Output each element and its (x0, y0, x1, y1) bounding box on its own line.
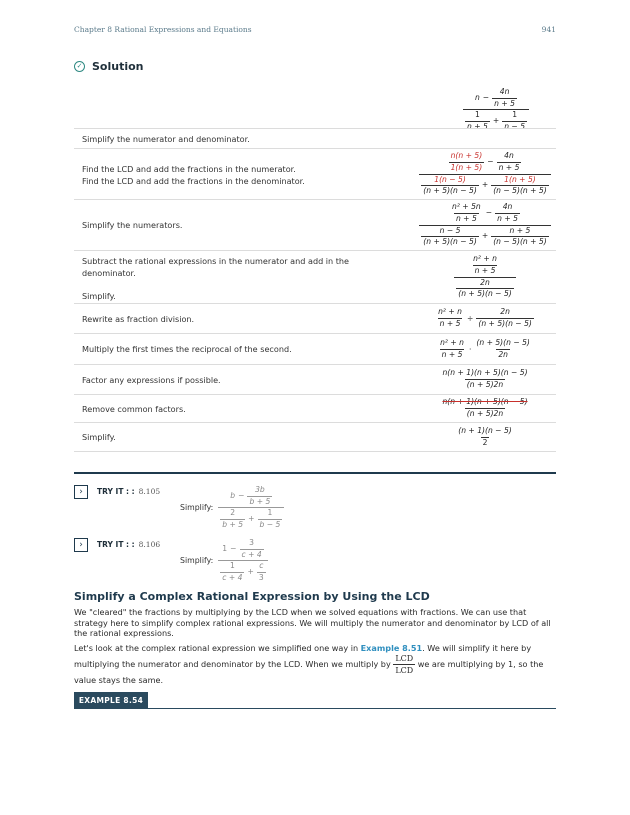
step-text: Simplify the numerator and denominator. (82, 134, 250, 144)
step-row (74, 365, 556, 395)
step-text: Rewrite as fraction division. (82, 314, 195, 324)
solution-heading (74, 58, 144, 74)
paragraph: Let's look at the complex rational expression we simplified one way in Example 8.51. We will simplify it here by multiplying the numerator and denominator by the LCD. When we multiply by $\frac{\text{LCD}}{\text{LCD}}$ we are multiplying by 1, so the value stays the same. (74, 643, 544, 686)
chevron-right-icon[interactable]: › (74, 485, 88, 499)
chevron-right-icon[interactable]: › (74, 538, 88, 552)
example-rule (74, 708, 556, 709)
section-title: Simplify a Complex Rational Expression by Using the LCD (74, 590, 430, 603)
step-math: $\frac{n(n + 1)(n + 5)(n - 5)}{(n + 5)2n}$ (442, 368, 528, 389)
try-it-8-105 (74, 485, 556, 531)
check-circle-icon: ✓ (74, 61, 85, 72)
initial-expression: n − $\frac{4n}{n + 5}$ $\frac{1}{n + 5}$ + $\frac{1}{n - 5}$ (454, 88, 538, 132)
step-math: $\frac{n(n + 1)(n + 5)(n - 5)}{(n + 5)2n}$ (442, 397, 528, 418)
step-math: $\frac{\text{n² + 5n}}{n + 5}$ − $\frac{4n}{n + 5}$ $\frac{n - 5}{(n + 5)(n - 5)}$ + $\frac{n + 5}{(n - 5)(n + 5)}$ (414, 200, 556, 250)
running-header (74, 25, 556, 39)
try-it-label: TRY IT : : 8.106 (97, 540, 161, 549)
step-text: Find the LCD and add the fractions in the numerator. Find the LCD and add the fractions in the denominator. (82, 164, 305, 186)
paragraph: We "cleared" the fractions by multiplying by the LCD when we solved equations with fractions. We can use that strategy here to simplify complex rational expressions. We will multiply the numerator and denominator by LCD of all the rational expressions. (74, 607, 551, 639)
step-row (74, 304, 556, 334)
step-row (74, 149, 556, 200)
try-it-label: TRY IT : : 8.105 (97, 487, 161, 496)
step-text: Subtract the rational expressions in the numerator and add in the denominator. Simplify. (82, 256, 350, 301)
try-it-8-106 (74, 538, 556, 584)
step-math: $\frac{n(n + 5)}{1(n + 5)}$ − $\frac{4n}{n + 5}$ $\frac{1(n - 5)}{(n + 5)(n - 5)}$ + $\frac{1(n + 5)}{(n - 5)(n + 5)}$ (414, 149, 556, 199)
step-text: Remove common factors. (82, 404, 186, 414)
solution-label: Solution (92, 59, 144, 73)
step-row (74, 423, 556, 452)
try-it-problem: Simplify: 1 − $\frac{3}{c + 4}$ $\frac{1}{c + 4}$ + $\frac{c}{3}$ (180, 539, 268, 583)
step-row (74, 395, 556, 423)
step-math: $\frac{(n + 1)(n - 5)}{2}$ (458, 425, 512, 447)
step-math: $\frac{\frac{\text{n² + n}}{n + 5}}{\frac{2n}{(n + 5)(n - 5)}}$ (414, 251, 556, 303)
lcd-fraction: $\frac{\text{LCD}}{\text{LCD}}$ (395, 653, 414, 675)
step-row (74, 334, 556, 365)
step-text: Multiply the first times the reciprocal of the second. (82, 344, 292, 354)
section-divider (74, 472, 556, 474)
step-math: $\frac{\text{n² + n}}{n + 5}$ · $\frac{(n + 5)(n - 5)}{2n}$ (440, 337, 530, 359)
chapter-title: Chapter 8 Rational Expressions and Equations (74, 25, 252, 34)
step-math: $\frac{\text{n² + n}}{n + 5}$ ÷ $\frac{2n}{(n + 5)(n - 5)}$ (438, 307, 532, 328)
try-it-problem: Simplify: b − $\frac{3b}{b + 5}$ $\frac{2}{b + 5}$ + $\frac{1}{b - 5}$ (180, 486, 284, 530)
step-row (74, 251, 556, 304)
step-text: Factor any expressions if possible. (82, 375, 221, 385)
step-row (74, 200, 556, 251)
solution-steps-table (74, 128, 556, 452)
step-text: Simplify. (82, 432, 116, 442)
step-row (74, 128, 556, 149)
example-link[interactable]: Example 8.51 (360, 643, 423, 653)
example-badge: EXAMPLE 8.54 (74, 692, 148, 709)
step-text: Simplify the numerators. (82, 220, 183, 230)
page-number: 941 (541, 25, 556, 34)
